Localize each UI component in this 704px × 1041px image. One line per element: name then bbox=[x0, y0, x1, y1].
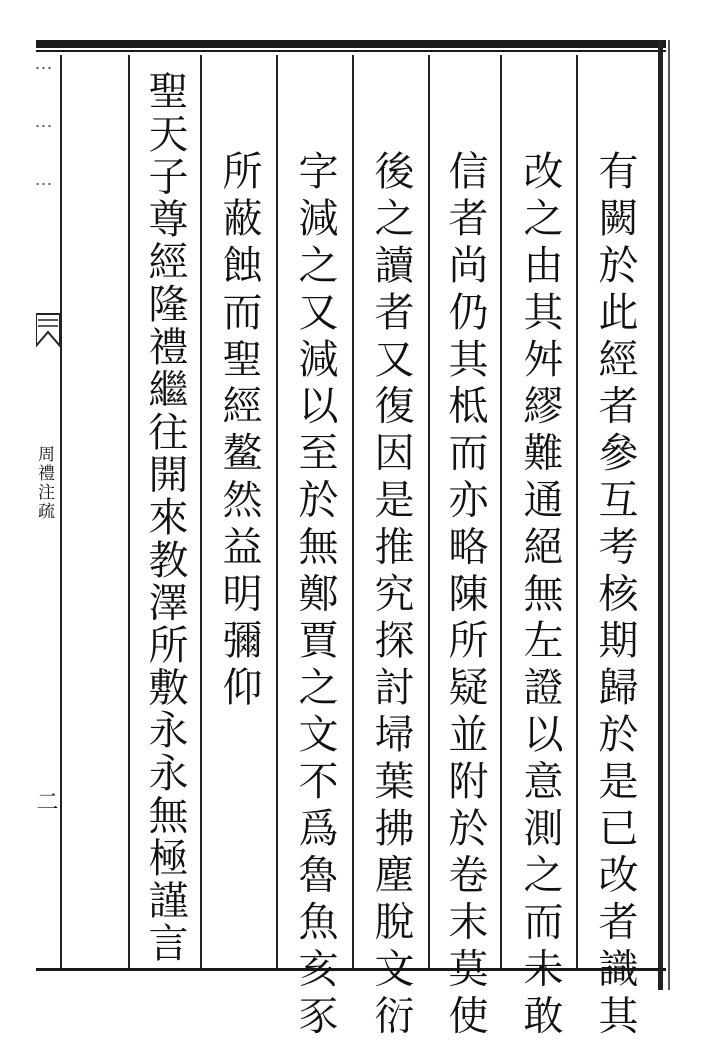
text-column-1: 有闕於此經者參互考核期歸於是已改者識其 bbox=[592, 150, 638, 1041]
top-border bbox=[36, 40, 666, 48]
column-rule bbox=[200, 55, 202, 968]
page-number: 二 bbox=[33, 790, 58, 812]
column-rule bbox=[576, 55, 578, 968]
text-column-6: 所蔽蝕而聖經鳌然益明彌仰 bbox=[216, 150, 262, 713]
text-column-3: 信者尚仍其柢而亦略陳所疑並附於卷末莫使 bbox=[442, 150, 488, 1041]
column-rule bbox=[352, 55, 354, 968]
fishtail-mark-icon bbox=[36, 310, 60, 350]
text-column-5: 字減之又減以至於無鄭賈之文不爲魯魚亥豕 bbox=[292, 150, 338, 1041]
top-border-inner bbox=[36, 50, 666, 52]
column-rule bbox=[128, 55, 130, 968]
column-rule bbox=[276, 55, 278, 968]
book-title: 周禮注疏 bbox=[34, 445, 54, 521]
column-rule bbox=[428, 55, 430, 968]
bleed-through-marks: ⋯ ⋯ ⋯ bbox=[33, 58, 54, 203]
text-column-2: 改之由其舛繆難通絕無左證以意測之而未敢 bbox=[517, 150, 563, 1041]
text-column-7: 聖天子尊經隆禮繼往開來教澤所敷永永無極謹言 bbox=[142, 70, 188, 965]
bottom-border bbox=[36, 968, 666, 971]
banxin-margin bbox=[0, 0, 62, 1024]
right-border bbox=[658, 40, 663, 990]
right-border-outer bbox=[668, 40, 670, 990]
column-rule bbox=[500, 55, 502, 968]
text-column-4: 後之讀者又復因是推究探討埽葉拂塵脫文衍 bbox=[368, 150, 414, 1041]
